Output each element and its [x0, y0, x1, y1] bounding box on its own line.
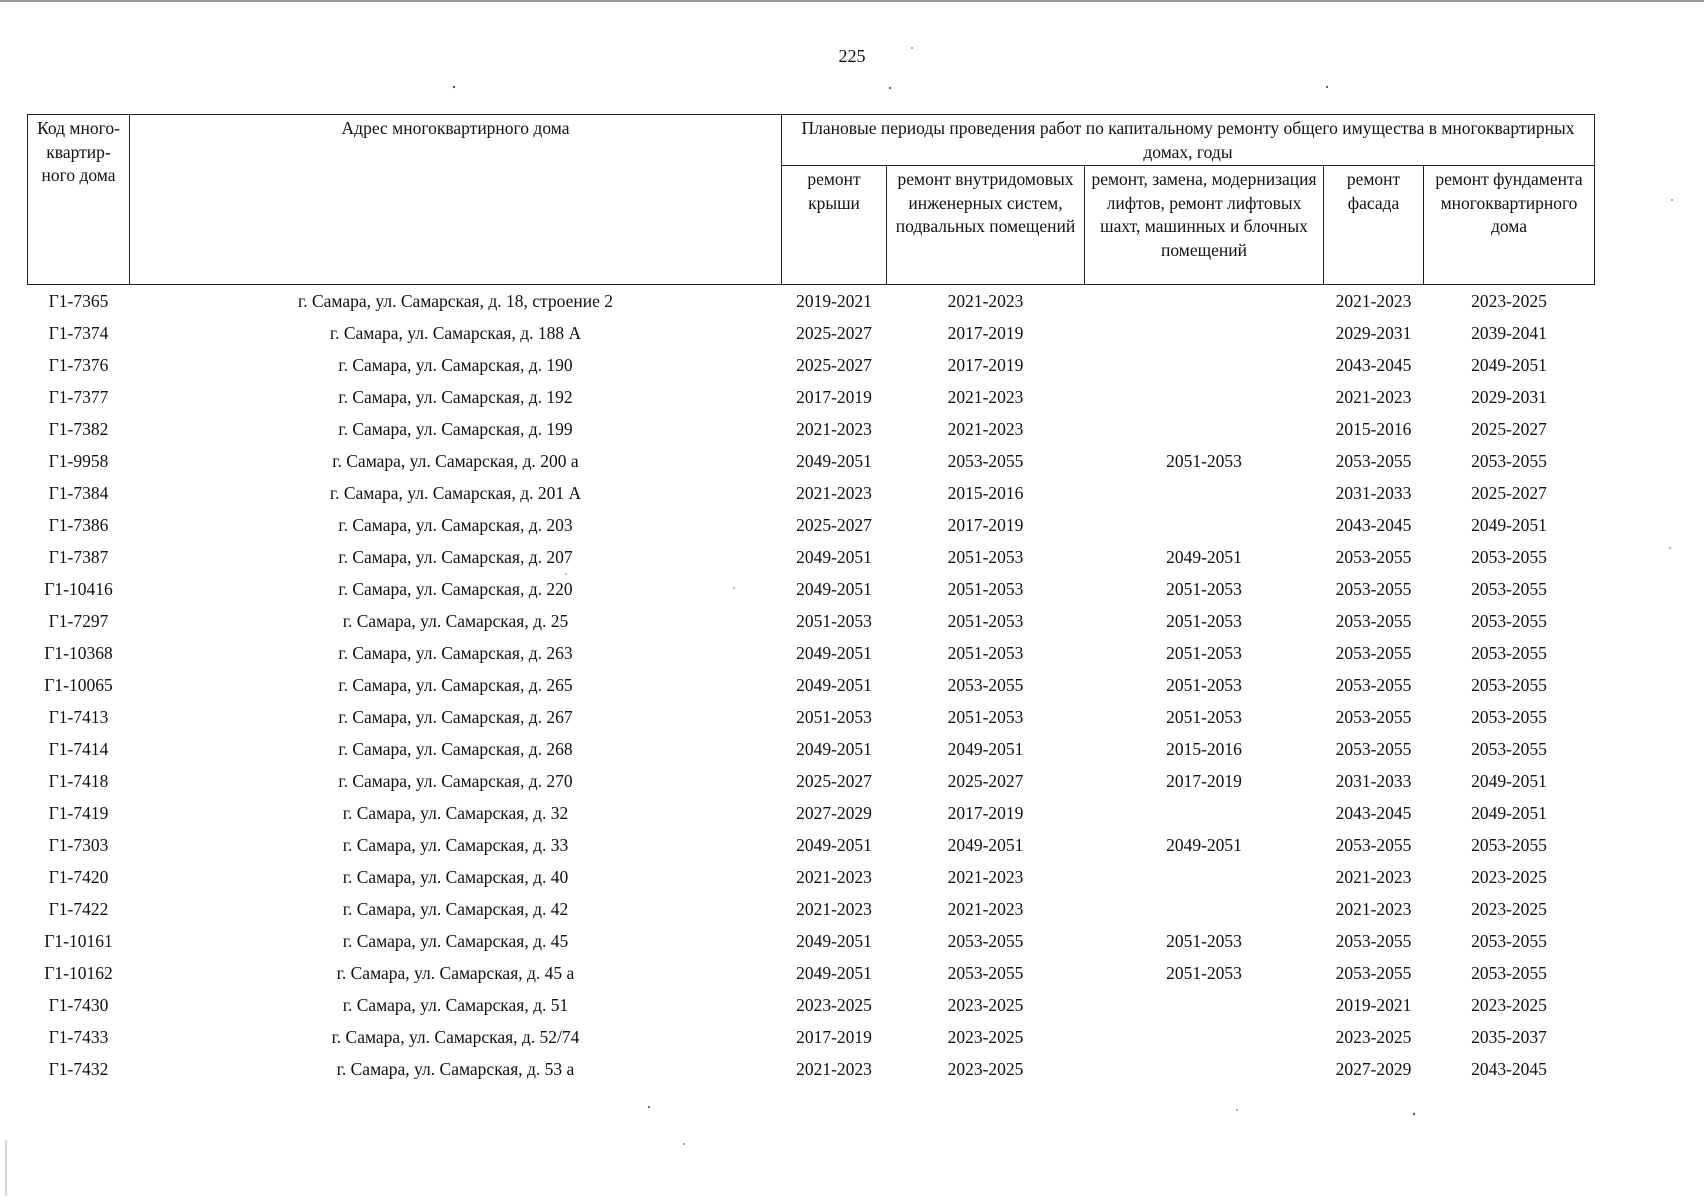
- table-row: [28, 861, 1595, 893]
- cell-systems: 2021-2023: [947, 418, 1024, 439]
- scan-speck: [1671, 199, 1673, 201]
- table-row: [28, 797, 1595, 829]
- cell-roof: 2049-2051: [796, 738, 872, 759]
- cell-address: г. Самара, ул. Самарская, д. 53 а: [336, 1058, 575, 1079]
- cell-code: Г1-7414: [48, 738, 109, 759]
- table-row: [28, 317, 1595, 349]
- cell-roof: 2025-2027: [796, 514, 872, 535]
- cell-lifts: [1085, 509, 1324, 541]
- scan-speck: [1236, 1109, 1238, 1111]
- table-row: [28, 477, 1595, 509]
- cell-foundation: 2025-2027: [1471, 418, 1547, 439]
- cell-address: г. Самара, ул. Самарская, д. 190: [338, 354, 573, 375]
- cell-lifts: 2051-2053: [1166, 610, 1242, 631]
- table-row: [28, 573, 1595, 605]
- table-row: [28, 1021, 1595, 1053]
- header-periods-group: Плановые периоды проведения работ по капитальному ремонту общего имущества в многоквартирных домах, годы: [782, 115, 1595, 166]
- scan-speck: [648, 1106, 650, 1108]
- page-number: 225: [838, 46, 866, 66]
- cell-facade: 2053-2055: [1335, 578, 1412, 599]
- cell-roof: 2049-2051: [796, 674, 872, 695]
- cell-code: Г1-7386: [48, 514, 109, 535]
- cell-foundation: 2053-2055: [1471, 738, 1547, 759]
- cell-systems: 2053-2055: [947, 674, 1024, 695]
- cell-code: Г1-10416: [44, 578, 113, 599]
- cell-address: г. Самара, ул. Самарская, д. 188 А: [329, 322, 582, 343]
- cell-lifts: 2049-2051: [1166, 546, 1242, 567]
- cell-roof: 2049-2051: [796, 450, 872, 471]
- table-row: [28, 733, 1595, 765]
- cell-facade: 2053-2055: [1335, 706, 1412, 727]
- cell-systems: 2025-2027: [947, 770, 1024, 791]
- cell-roof: 2021-2023: [796, 866, 872, 887]
- cell-address: г. Самара, ул. Самарская, д. 51: [342, 994, 569, 1015]
- scan-speck: [889, 87, 891, 89]
- cell-address: г. Самара, ул. Самарская, д. 52/74: [331, 1026, 580, 1047]
- cell-systems: 2053-2055: [947, 962, 1024, 983]
- cell-code: Г1-7376: [48, 354, 109, 375]
- cell-systems: 2051-2053: [947, 706, 1024, 727]
- cell-systems: 2021-2023: [947, 386, 1024, 407]
- cell-foundation: 2053-2055: [1471, 674, 1547, 695]
- cell-systems: 2017-2019: [947, 514, 1024, 535]
- cell-address: г. Самара, ул. Самарская, д. 200 а: [332, 450, 579, 471]
- cell-address: г. Самара, ул. Самарская, д. 32: [342, 802, 569, 823]
- cell-facade: 2053-2055: [1335, 674, 1412, 695]
- cell-foundation: 2023-2025: [1471, 290, 1547, 311]
- cell-roof: 2021-2023: [796, 1058, 872, 1079]
- cell-foundation: 2053-2055: [1471, 578, 1547, 599]
- cell-foundation: 2049-2051: [1471, 802, 1547, 823]
- cell-foundation: 2053-2055: [1471, 962, 1547, 983]
- cell-facade: 2015-2016: [1335, 418, 1412, 439]
- cell-lifts: 2017-2019: [1166, 770, 1242, 791]
- cell-roof: 2021-2023: [796, 898, 872, 919]
- cell-facade: 2031-2033: [1335, 482, 1412, 503]
- cell-roof: 2023-2025: [796, 994, 872, 1015]
- table-row: [28, 1053, 1595, 1085]
- cell-systems: 2051-2053: [947, 610, 1024, 631]
- cell-facade: 2043-2045: [1335, 354, 1412, 375]
- cell-code: Г1-7374: [48, 322, 109, 343]
- cell-code: Г1-10162: [44, 962, 113, 983]
- cell-roof: 2019-2021: [796, 290, 872, 311]
- cell-code: Г1-9958: [48, 450, 109, 471]
- cell-facade: 2053-2055: [1335, 450, 1412, 471]
- cell-roof: 2049-2051: [796, 546, 872, 567]
- cell-foundation: 2053-2055: [1471, 930, 1547, 951]
- cell-roof: 2025-2027: [796, 354, 872, 375]
- cell-foundation: 2039-2041: [1471, 322, 1547, 343]
- cell-foundation: 2053-2055: [1471, 834, 1547, 855]
- cell-facade: 2031-2033: [1335, 770, 1412, 791]
- cell-lifts: 2051-2053: [1166, 706, 1242, 727]
- cell-roof: 2049-2051: [796, 578, 872, 599]
- cell-systems: 2017-2019: [947, 322, 1024, 343]
- cell-lifts: [1085, 989, 1324, 1021]
- cell-systems: 2051-2053: [947, 578, 1024, 599]
- cell-facade: 2021-2023: [1335, 290, 1412, 311]
- header-address: Адрес многоквартирного дома: [130, 115, 782, 285]
- cell-roof: 2021-2023: [796, 418, 872, 439]
- cell-lifts: [1085, 797, 1324, 829]
- cell-systems: 2053-2055: [947, 450, 1024, 471]
- cell-address: г. Самара, ул. Самарская, д. 265: [338, 674, 573, 695]
- cell-systems: 2023-2025: [947, 1058, 1024, 1079]
- cell-code: Г1-10065: [44, 674, 113, 695]
- cell-lifts: 2049-2051: [1166, 834, 1242, 855]
- table-row: [28, 669, 1595, 701]
- cell-roof: 2051-2053: [796, 610, 872, 631]
- cell-address: г. Самара, ул. Самарская, д. 207: [338, 546, 573, 567]
- table-row: [28, 381, 1595, 413]
- cell-systems: 2051-2053: [947, 642, 1024, 663]
- cell-facade: 2053-2055: [1335, 930, 1412, 951]
- cell-systems: 2021-2023: [947, 898, 1024, 919]
- table-row: [28, 445, 1595, 477]
- cell-code: Г1-7377: [48, 386, 109, 407]
- header-facade: ремонт фасада: [1324, 166, 1424, 285]
- scan-speck: [1669, 547, 1671, 549]
- cell-address: г. Самара, ул. Самарская, д. 192: [338, 386, 573, 407]
- cell-code: Г1-7303: [48, 834, 109, 855]
- cell-roof: 2021-2023: [796, 482, 872, 503]
- cell-systems: 2021-2023: [947, 290, 1024, 311]
- cell-address: г. Самара, ул. Самарская, д. 220: [338, 578, 573, 599]
- cell-facade: 2021-2023: [1335, 386, 1412, 407]
- cell-foundation: 2023-2025: [1471, 994, 1547, 1015]
- cell-address: г. Самара, ул. Самарская, д. 267: [338, 706, 573, 727]
- cell-code: Г1-7422: [48, 898, 109, 919]
- cell-roof: 2049-2051: [796, 642, 872, 663]
- cell-address: г. Самара, ул. Самарская, д. 263: [338, 642, 573, 663]
- repair-schedule-table: [27, 114, 1595, 1085]
- cell-address: г. Самара, ул. Самарская, д. 45: [342, 930, 569, 951]
- header-roof: ремонт крыши: [782, 166, 887, 285]
- cell-address: г. Самара, ул. Самарская, д. 203: [338, 514, 573, 535]
- cell-roof: 2049-2051: [796, 930, 872, 951]
- cell-facade: 2027-2029: [1335, 1058, 1412, 1079]
- cell-code: Г1-7382: [48, 418, 109, 439]
- cell-foundation: 2049-2051: [1471, 514, 1547, 535]
- cell-facade: 2053-2055: [1335, 546, 1412, 567]
- cell-foundation: 2053-2055: [1471, 546, 1547, 567]
- cell-address: г. Самара, ул. Самарская, д. 201 А: [329, 482, 582, 503]
- cell-code: Г1-10161: [44, 930, 113, 951]
- cell-roof: 2051-2053: [796, 706, 872, 727]
- table-row: [28, 893, 1595, 925]
- cell-systems: 2023-2025: [947, 1026, 1024, 1047]
- table-row: [28, 605, 1595, 637]
- cell-foundation: 2053-2055: [1471, 610, 1547, 631]
- table-row: [28, 285, 1595, 318]
- cell-lifts: [1085, 349, 1324, 381]
- scan-speck: [683, 1143, 685, 1145]
- cell-roof: 2017-2019: [796, 1026, 872, 1047]
- cell-facade: 2043-2045: [1335, 514, 1412, 535]
- page-top-rule: [0, 0, 1704, 2]
- cell-foundation: 2025-2027: [1471, 482, 1547, 503]
- cell-lifts: 2051-2053: [1166, 578, 1242, 599]
- table-row: [28, 829, 1595, 861]
- cell-lifts: [1085, 317, 1324, 349]
- cell-foundation: 2053-2055: [1471, 450, 1547, 471]
- cell-code: Г1-7413: [48, 706, 109, 727]
- cell-roof: 2017-2019: [796, 386, 872, 407]
- table-row: [28, 541, 1595, 573]
- cell-address: г. Самара, ул. Самарская, д. 45 а: [336, 962, 575, 983]
- table-row: [28, 925, 1595, 957]
- header-systems: ремонт внутридомовых инженерных систем, подвальных помещений: [887, 166, 1085, 285]
- table-row: [28, 957, 1595, 989]
- cell-facade: 2023-2025: [1335, 1026, 1412, 1047]
- cell-roof: 2049-2051: [796, 962, 872, 983]
- cell-code: Г1-7387: [48, 546, 109, 567]
- table-body: [28, 285, 1595, 1086]
- cell-foundation: 2035-2037: [1471, 1026, 1547, 1047]
- cell-roof: 2025-2027: [796, 322, 872, 343]
- header-code: Код много-квартир-ного дома: [28, 115, 130, 285]
- cell-code: Г1-7433: [48, 1026, 109, 1047]
- cell-lifts: 2051-2053: [1166, 962, 1242, 983]
- table-row: [28, 413, 1595, 445]
- cell-systems: 2021-2023: [947, 866, 1024, 887]
- cell-address: г. Самара, ул. Самарская, д. 199: [338, 418, 573, 439]
- cell-facade: 2053-2055: [1335, 642, 1412, 663]
- cell-lifts: 2051-2053: [1166, 930, 1242, 951]
- cell-facade: 2053-2055: [1335, 834, 1412, 855]
- cell-code: Г1-7297: [48, 610, 109, 631]
- cell-systems: 2053-2055: [947, 930, 1024, 951]
- cell-facade: 2019-2021: [1335, 994, 1412, 1015]
- cell-code: Г1-10368: [44, 642, 113, 663]
- table-header: [28, 115, 1595, 285]
- cell-address: г. Самара, ул. Самарская, д. 25: [342, 610, 569, 631]
- cell-facade: 2021-2023: [1335, 866, 1412, 887]
- cell-systems: 2023-2025: [947, 994, 1024, 1015]
- cell-facade: 2053-2055: [1335, 962, 1412, 983]
- cell-foundation: 2023-2025: [1471, 866, 1547, 887]
- cell-lifts: [1085, 893, 1324, 925]
- cell-roof: 2027-2029: [796, 802, 872, 823]
- cell-facade: 2043-2045: [1335, 802, 1412, 823]
- cell-roof: 2025-2027: [796, 770, 872, 791]
- table-row: [28, 765, 1595, 797]
- cell-code: Г1-7384: [48, 482, 109, 503]
- cell-foundation: 2053-2055: [1471, 706, 1547, 727]
- cell-lifts: [1085, 1021, 1324, 1053]
- cell-systems: 2051-2053: [947, 546, 1024, 567]
- table-row: [28, 349, 1595, 381]
- cell-facade: 2053-2055: [1335, 738, 1412, 759]
- cell-code: Г1-7420: [48, 866, 109, 887]
- cell-lifts: [1085, 285, 1324, 318]
- header-foundation: ремонт фундамента многоквартирного дома: [1424, 166, 1595, 285]
- cell-code: Г1-7365: [48, 290, 109, 311]
- cell-lifts: 2051-2053: [1166, 674, 1242, 695]
- cell-roof: 2049-2051: [796, 834, 872, 855]
- cell-systems: 2049-2051: [947, 738, 1024, 759]
- cell-address: г. Самара, ул. Самарская, д. 40: [342, 866, 569, 887]
- cell-foundation: 2053-2055: [1471, 642, 1547, 663]
- cell-foundation: 2049-2051: [1471, 354, 1547, 375]
- scan-speck: [453, 86, 455, 88]
- cell-code: Г1-7432: [48, 1058, 109, 1079]
- cell-foundation: 2049-2051: [1471, 770, 1547, 791]
- cell-code: Г1-7419: [48, 802, 109, 823]
- cell-lifts: [1085, 477, 1324, 509]
- cell-address: г. Самара, ул. Самарская, д. 42: [342, 898, 569, 919]
- cell-systems: 2015-2016: [947, 482, 1024, 503]
- cell-foundation: 2023-2025: [1471, 898, 1547, 919]
- cell-code: Г1-7430: [48, 994, 109, 1015]
- header-lifts: ремонт, замена, модернизация лифтов, ремонт лифтовых шахт, машинных и блочных помещений: [1085, 166, 1324, 285]
- cell-lifts: [1085, 413, 1324, 445]
- cell-facade: 2053-2055: [1335, 610, 1412, 631]
- cell-lifts: [1085, 1053, 1324, 1085]
- cell-address: г. Самара, ул. Самарская, д. 18, строение 2: [298, 290, 613, 311]
- scan-speck: [1413, 1113, 1415, 1115]
- table-row: [28, 989, 1595, 1021]
- cell-facade: 2021-2023: [1335, 898, 1412, 919]
- cell-foundation: 2029-2031: [1471, 386, 1547, 407]
- cell-lifts: [1085, 861, 1324, 893]
- cell-lifts: [1085, 381, 1324, 413]
- table-row: [28, 701, 1595, 733]
- cell-systems: 2017-2019: [947, 802, 1024, 823]
- cell-lifts: 2051-2053: [1166, 642, 1242, 663]
- table-row: [28, 637, 1595, 669]
- cell-address: г. Самара, ул. Самарская, д. 33: [342, 834, 569, 855]
- cell-address: г. Самара, ул. Самарская, д. 268: [338, 738, 573, 759]
- cell-foundation: 2043-2045: [1471, 1058, 1547, 1079]
- cell-address: г. Самара, ул. Самарская, д. 270: [338, 770, 573, 791]
- cell-facade: 2029-2031: [1335, 322, 1412, 343]
- cell-lifts: 2051-2053: [1166, 450, 1242, 471]
- cell-systems: 2017-2019: [947, 354, 1024, 375]
- cell-code: Г1-7418: [48, 770, 109, 791]
- cell-systems: 2049-2051: [947, 834, 1024, 855]
- scan-speck: [1326, 86, 1328, 88]
- cell-lifts: 2015-2016: [1166, 738, 1242, 759]
- table-row: [28, 509, 1595, 541]
